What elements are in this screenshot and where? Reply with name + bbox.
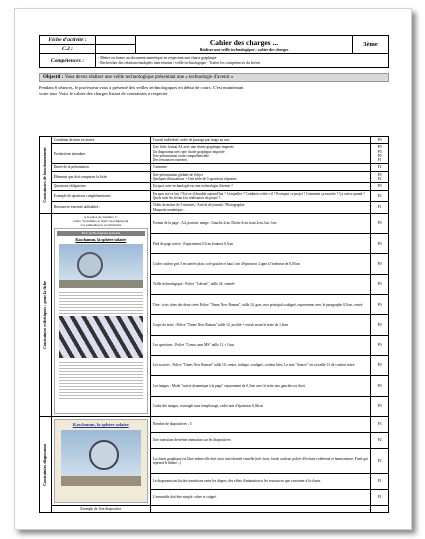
table-row xyxy=(40,213,389,233)
criterion-cell: Ressources externes utilisables : xyxy=(51,202,150,214)
level-cell: F2 xyxy=(371,448,389,473)
fiche-value xyxy=(96,36,136,45)
table-row xyxy=(40,202,389,214)
requirement-cell: Travail individuel, ordre de passage par tirage au sort. xyxy=(150,137,370,144)
code-label: C.2 : xyxy=(40,45,96,54)
table-row xyxy=(40,171,389,183)
fiche-example-cell xyxy=(51,213,150,416)
section-diaporama-label: Contraintes diaporama xyxy=(42,443,48,486)
requirement-cell: Les sources : Police "Times New Roman" taille 10, centre, italique, souligné, couleur bleu. Le mot "Source" est en taille 13 de couleur noire. xyxy=(150,355,370,375)
requirements-table xyxy=(39,136,389,513)
requirement-cell: Veille technologique : Police "Lobster", taille 24, centrée xyxy=(150,274,370,294)
level-cell: F0 xyxy=(371,274,389,294)
objective-text: Vous devez réaliser une veille technologique présentant une « technologie d'avenir » xyxy=(64,75,234,80)
criterion-cell: Exemple de questions complémentaires xyxy=(51,190,150,202)
level-cell xyxy=(371,505,389,512)
fiche-instruction-2: écrire "le numéro et nom" en remplaçant xyxy=(73,218,129,223)
level-cell: F0 xyxy=(371,355,389,375)
competences-label: Compétences : xyxy=(40,54,96,68)
requirement-cell: Une fiche format A4 avec une charte graphique imposée Un diaporama avec une charte graphique imposée Une présentation orale compréhensible Des ressources externes xyxy=(150,144,370,164)
section-fiche xyxy=(40,213,52,416)
requirement-cell: Vidéo de moins de 5 minutes / Article de journal / Photographie Maquette numérique... xyxy=(150,202,370,214)
requirement-cell: L'ensemble doit être simple, sobre et soigné. xyxy=(150,489,370,505)
diapo-title: Kawhamm, la sphère solaire xyxy=(72,421,129,427)
code-value xyxy=(96,45,136,54)
requirement-cell: Format de la page : A4, portrait, marge : Gauche 2cm, Droite 2cm, haut 2cm, bas 1cm xyxy=(150,213,370,233)
level-cell: F2 xyxy=(371,164,389,171)
criterion-cell: Questions obligatoires xyxy=(51,183,150,190)
table-row xyxy=(40,416,389,432)
level-cell: F3 xyxy=(371,416,389,432)
level-cell: F0 xyxy=(371,315,389,335)
competence-line-1: - Mettre en forme un document numérique en respectant une charte graphique xyxy=(98,55,217,60)
fiche-thumbnail xyxy=(54,228,148,414)
requirement-cell: Titre : trois titres des deux crées Police "Times New Roman", taille 24, gras, mot principal souligné, espacement avec le paragraphe 0,5cm, centré xyxy=(150,295,370,315)
requirement-cell: Corps du texte : Police "Times New Roman" taille 12, justifié + retrait avant le texte de 1,6cm xyxy=(150,315,370,335)
table-row xyxy=(40,144,389,164)
table-row xyxy=(40,505,389,512)
page-content xyxy=(39,35,389,511)
level-cell: F0 xyxy=(371,213,389,233)
fiche-label: Fiche d'activité : xyxy=(40,36,96,45)
intro-paragraph xyxy=(39,85,389,96)
level-badge: 3ème xyxy=(353,36,389,54)
objective-bar xyxy=(39,73,389,82)
level-cell: F0 F0 F0 F1 xyxy=(371,144,389,164)
requirement-cell: 5 minutes xyxy=(150,164,370,171)
level-cell: F1 xyxy=(371,489,389,505)
diapo-thumbnail xyxy=(54,419,148,503)
diapo-photo xyxy=(61,430,141,486)
header-table xyxy=(39,35,389,68)
requirement-cell: Les questions : Police "Comic sans MS" taille 12 + Gras xyxy=(150,335,370,355)
thumb-banner: Titre technologique présenté xyxy=(57,231,145,236)
level-cell: F0 xyxy=(371,137,389,144)
requirement-cell: Une transition de même animation sur les diapositives xyxy=(150,432,370,448)
thumb-text-block xyxy=(59,290,143,314)
table-row xyxy=(40,137,389,144)
example-caption: Exemple de 1ère diapositive xyxy=(51,505,150,512)
fiche-instruction-3: vos prénoms par vos Prénoms xyxy=(80,222,122,227)
level-cell: F0 xyxy=(371,376,389,396)
level-cell: F0 xyxy=(371,234,389,254)
criterion-cell: Durée de la présentation xyxy=(51,164,150,171)
table-row xyxy=(40,190,389,202)
requirement-cell: En quoi cette technologie est une technologie d'avenir ? xyxy=(150,183,370,190)
intro-line-2: votre tour. Voici le cahier des charges listant de contraintes à respecter xyxy=(39,90,168,96)
subtitle-text: Réaliser une veille technologique : cahier des charges xyxy=(199,46,289,52)
thumb-title: Kawhamm, la sphère solaire xyxy=(75,236,127,242)
thumb-photo-2 xyxy=(59,316,143,358)
criterion-cell: Condition de mise en œuvre xyxy=(51,137,150,144)
thumb-photo-1 xyxy=(59,244,143,288)
requirement-cell: La charte graphique est libre même elle doit avoir une identité visuelle (très forte, fonds couleur, police d'écriture cohérente et harmonieuse, Fond qui reprend le thème...) xyxy=(150,448,370,473)
requirement-cell: Les images : Mode "suivre dynamique à la page" espacement de 0,3cm avec le texte aux gauches ou droit xyxy=(150,376,370,396)
fiche-instruction-1: A la place de "numéro 1" xyxy=(83,214,118,219)
section-diaporama xyxy=(40,416,52,512)
title-text: Cahier des charges ... xyxy=(209,37,279,47)
level-cell: F2 xyxy=(371,432,389,448)
requirement-cell: Le diaporama inclut des transitions entre les diapos, des effets d'animation et les ressources que a montrer à la classe. xyxy=(150,474,370,490)
requirement-cell: Cadre couleur gris 5 en arrière plan, coté gauche et haut 1cm d'épaisseur. Ligne à l'intérieur de 0,05cm xyxy=(150,254,370,274)
competence-line-2: - Rechercher des relations/multiples intervenants / veille technologique - Traiter les compétences du brevet xyxy=(98,60,261,65)
intro-line-1: Pendant 6 séances, le professeur vous a présenté des veilles technologiques en début de cours. C'est maintenant xyxy=(39,85,244,90)
level-cell: F0 xyxy=(371,396,389,416)
section-fonctionnement-label: Contraintes de fonctionnement xyxy=(42,147,48,203)
requirement-cell xyxy=(150,505,370,512)
requirement-cell: Pied de page activé : Espacement 0,5cm, hauteur 0,5cm xyxy=(150,234,370,254)
criterion-cell: Éléments que doit comporter la fiche xyxy=(51,171,150,183)
section-fonctionnement xyxy=(40,137,52,214)
level-cell: F0 xyxy=(371,183,389,190)
table-row xyxy=(40,183,389,190)
diapo-example-cell xyxy=(51,416,150,505)
requirement-cell: Cadre des images, rectangle sans remplissage, cadre noir d'épaisseur 0,04cm xyxy=(150,396,370,416)
requirement-cell: Nombre de diapositives : 5 xyxy=(150,416,370,432)
level-cell: F2 xyxy=(371,190,389,202)
document-page xyxy=(14,8,412,530)
thumb-text-block-2 xyxy=(59,360,143,400)
level-cell: F0 xyxy=(371,335,389,355)
level-cell: F1 xyxy=(371,474,389,490)
requirement-cell: Une présentation globale de l'objet Quelques illustrations + Une série de 5 questions réponses xyxy=(150,171,370,183)
level-cell: F0 xyxy=(371,295,389,315)
level-cell: F0 xyxy=(371,254,389,274)
level-cell: F1 xyxy=(371,202,389,214)
section-fiche-label: Contraintes esthétiques : pour la fiche xyxy=(42,280,48,349)
level-cell: F0 F2 xyxy=(371,171,389,183)
objective-label: Objectif : xyxy=(43,75,64,80)
table-row xyxy=(40,164,389,171)
requirement-cell: En quoi est-ce fait ? Est-ce-il durable aujourd'hui ? Lesquelles ? Combien coûte-t-il ? Pourquoi ce projet ? Comment ça marche ? Ça arrive quand ? Quels sont les freins à la réalisation du projet ? xyxy=(150,190,370,202)
competences-text xyxy=(96,54,389,68)
criterion-cell: Productions attendues xyxy=(51,144,150,164)
document-title xyxy=(136,36,353,54)
